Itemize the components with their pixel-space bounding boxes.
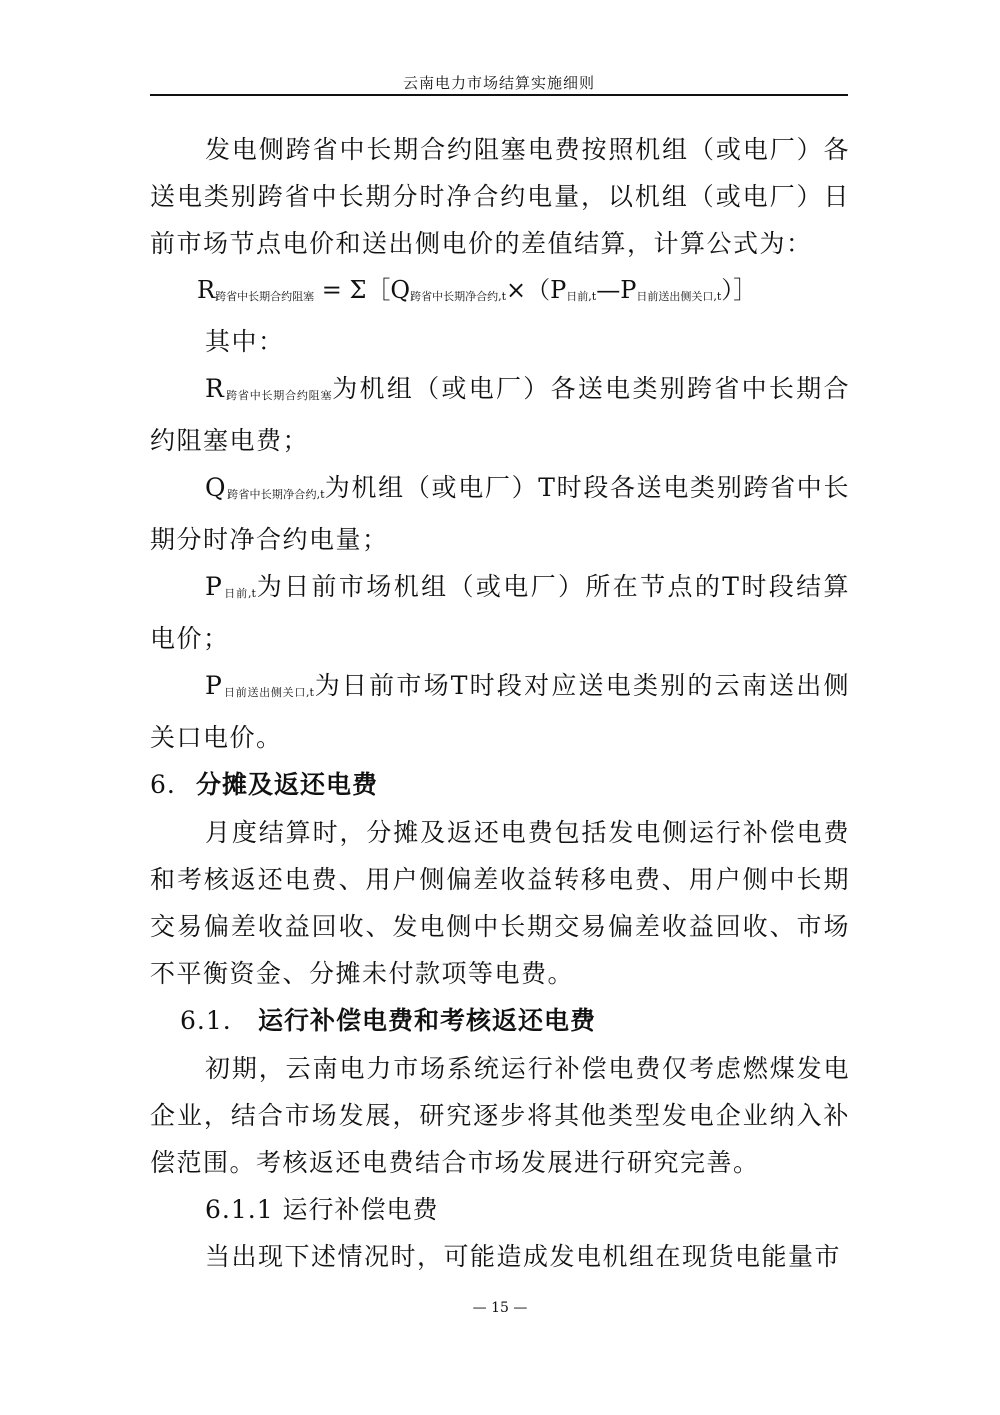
def-subscript: 跨省中长期合约阻塞 <box>225 389 333 402</box>
section-number: 6. <box>150 770 176 799</box>
def-text: 为机组（或电厂）T时段各送电类别跨省中长期分时净合约电量； <box>150 473 850 554</box>
formula-r: R <box>197 276 216 304</box>
section-6-1-1-heading: 6.1.1 运行补偿电费 <box>205 1195 439 1224</box>
header-rule <box>150 94 848 96</box>
definition-r <box>150 365 850 464</box>
formula-q-subscript: 跨省中长期净合约,t <box>410 290 507 303</box>
section-6-paragraph: 月度结算时，分摊及返还电费包括发电侧运行补偿电费和考核返还电费、用户侧偏差收益转移电费、用户侧中长期交易偏差收益回收、发电侧中长期交易偏差收益回收、市场不平衡资金、分摊未付款项等电费。 <box>150 818 850 988</box>
def-text: 为日前市场T时段对应送电类别的云南送出侧关口电价。 <box>150 671 850 752</box>
def-text: 为日前市场机组（或电厂）所在节点的T时段结算电价； <box>150 572 850 653</box>
def-subscript: 日前送出侧关口,t <box>223 686 314 699</box>
formula-r-subscript: 跨省中长期合约阻塞 <box>215 290 315 303</box>
section-title: 运行补偿电费和考核返还电费 <box>258 1006 597 1035</box>
definition-p-gateway <box>150 662 850 761</box>
def-symbol: R <box>205 374 226 403</box>
def-symbol: P <box>205 572 224 601</box>
def-symbol: P <box>205 671 224 700</box>
formula-times: ×（P <box>506 276 567 304</box>
formula-p2-subscript: 日前送出侧关口,t <box>636 290 722 303</box>
where-label: 其中： <box>205 327 285 356</box>
def-subscript: 日前,t <box>223 587 256 600</box>
section-6-1-1-paragraph: 当出现下述情况时，可能造成发电机组在现货电能量市 <box>205 1242 842 1271</box>
formula-p1-subscript: 日前,t <box>566 290 597 303</box>
def-text: 为机组（或电厂）各送电类别跨省中长期合约阻塞电费； <box>150 374 850 455</box>
intro-paragraph: 发电侧跨省中长期合约阻塞电费按照机组（或电厂）各送电类别跨省中长期分时净合约电量，以机组（或电厂）日前市场节点电价和送出侧电价的差值结算，计算公式为： <box>150 135 850 258</box>
section-6-1-paragraph: 初期，云南电力市场系统运行补偿电费仅考虑燃煤发电企业，结合市场发展，研究逐步将其他类型发电企业纳入补偿范围。考核返还电费结合市场发展进行研究完善。 <box>150 1054 850 1177</box>
page-number: — 15 — <box>472 1300 528 1316</box>
definition-q <box>150 464 850 563</box>
section-6-heading <box>150 761 850 809</box>
section-number: 6.1. <box>180 1006 232 1035</box>
formula-minus: —P <box>596 276 637 304</box>
congestion-fee-formula <box>150 267 850 318</box>
def-symbol: Q <box>205 473 227 502</box>
def-subscript: 跨省中长期净合约,t <box>227 488 325 501</box>
definition-p-dayahead <box>150 563 850 662</box>
section-title: 分摊及返还电费 <box>196 770 379 799</box>
formula-close: ）］ <box>721 276 758 304</box>
section-6-1-heading <box>150 997 850 1045</box>
running-header: 云南电力市场结算实施细则 <box>402 74 595 92</box>
formula-q: Q <box>390 276 411 304</box>
formula-sum: = Σ［ <box>314 276 391 304</box>
page-body <box>150 126 850 1280</box>
